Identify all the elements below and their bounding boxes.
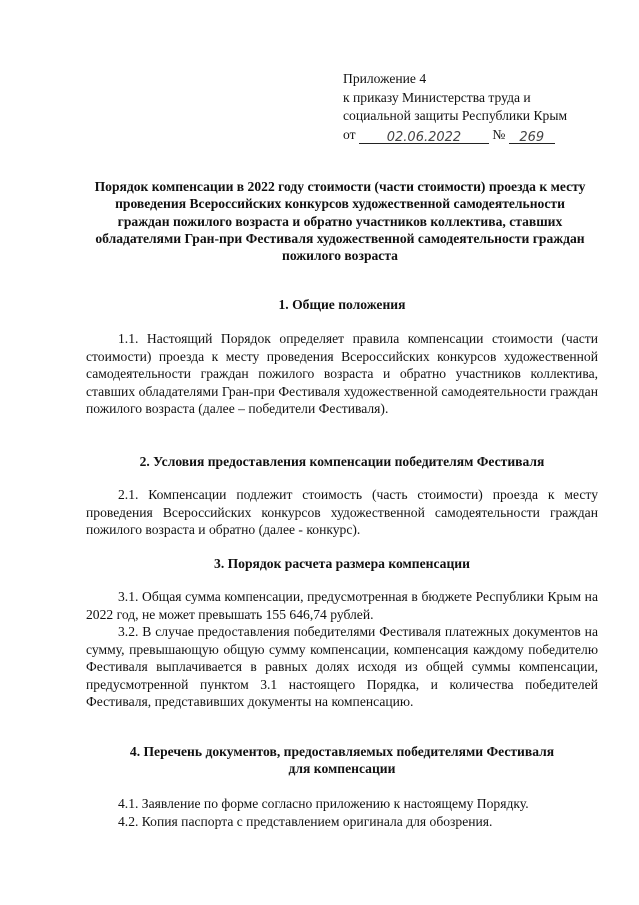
section-3-paragraph-1: 3.1. Общая сумма компенсации, предусмотренная в бюджете Республики Крым на 2022 год, не может превышать 155 646,74 рублей. [86,589,598,622]
from-label: от [343,126,356,142]
number-handwritten: 269 [519,130,545,145]
date-field [359,128,489,144]
number-field [509,128,555,144]
number-label: № [492,126,506,142]
date-handwritten: 02.06.2022 [386,130,462,145]
section-3-paragraph-2: 3.2. В случае предоставления победителями Фестиваля платежных документов на сумму, превышающую общую сумму компенсации, компенсация каждому победителю Фестиваля выплачивается в равных долях исходя из общей суммы компенсации, предусмотренной пунктом 3.1 настоящего Порядка, и количества победителей Фестиваля, представивших документы на компенсацию. [86,624,598,710]
section-3-heading: 3. Порядок расчета размера компенсации [214,556,470,571]
section-4-heading-line-2: для компенсации [288,761,396,777]
annex-date-number-row [343,126,567,146]
section-1-paragraph-1: 1.1. Настоящий Порядок определяет правила компенсации стоимости (части стоимости) проезда к месту проведения Всероссийских конкурсов художественной самодеятельности граждан пожилого возраста и обратно участников коллектива, ставших обладателями Гран-при Фестиваля художественной самодеятельности граждан пожилого возраста (далее – победители Фестиваля). [86,331,598,417]
annex-line-1: Приложение 4 [343,71,427,86]
section-4-heading [86,743,598,778]
annex-header [343,70,567,146]
annex-line-3: социальной защиты Республики Крым [343,108,568,123]
document-title: Порядок компенсации в 2022 году стоимости (части стоимости) проезда к месту проведения Всероссийских конкурсов художественной самодеятельности граждан пожилого возраста и обратно участников коллектива, ставших обладателями Гран-при Фестиваля художественной самодеятельности граждан пожилого возраста [94,179,586,264]
section-4-item-1: 4.1. Заявление по форме согласно приложению к настоящему Порядку. [118,796,529,811]
annex-line-2: к приказу Министерства труда и [343,89,531,105]
section-2-heading: 2. Условия предоставления компенсации победителям Фестиваля [139,454,545,469]
section-4-heading-line-1: 4. Перечень документов, предоставляемых победителями Фестиваля [129,744,555,759]
section-2-paragraph-1: 2.1. Компенсации подлежит стоимость (часть стоимости) проезда к месту проведения Всероссийских конкурсов художественной самодеятельности граждан пожилого возраста и обратно (далее - конкурс). [86,487,598,538]
section-1-heading: 1. Общие положения [278,297,406,312]
section-4-item-2: 4.2. Копия паспорта с представлением оригинала для обозрения. [118,814,493,829]
